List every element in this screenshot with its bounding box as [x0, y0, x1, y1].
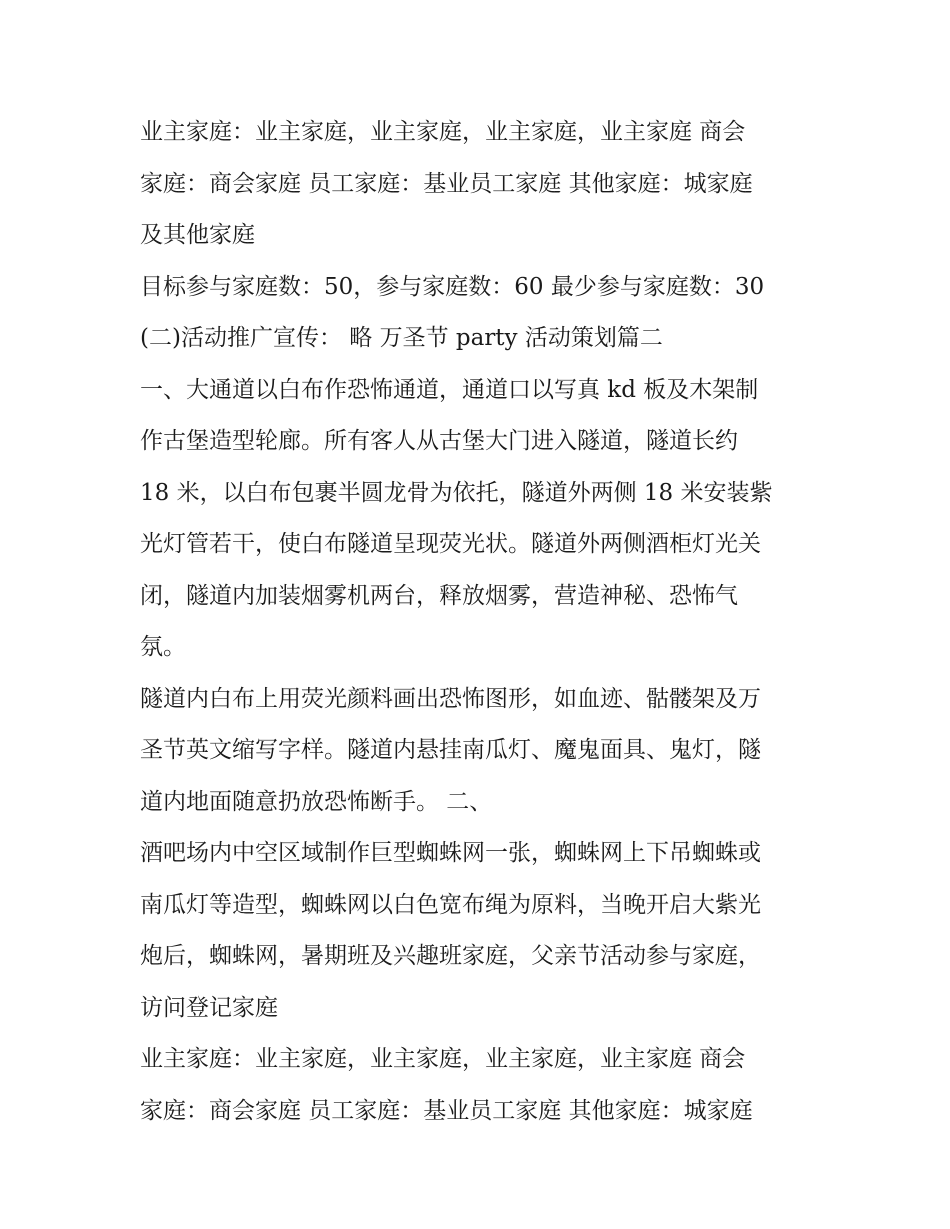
paragraph-spider-web: 酒吧场内中空区域制作巨型蜘蛛网一张，蜘蛛网上下吊蜘蛛或 南瓜灯等造型，蜘蛛网以白色宽布绳为原料，当晚开启大紫光 炮后，蜘蛛网，暑期班及兴趣班家庭，父亲节活动参与家庭， 访问登记家庭: [140, 840, 761, 1021]
document-body: [140, 107, 820, 1137]
paragraph-household-categories-repeat: 业主家庭：业主家庭，业主家庭，业主家庭，业主家庭 商会 家庭：商会家庭 员工家庭：基业员工家庭 其他家庭：城家庭: [140, 1046, 753, 1124]
paragraph-promotion-heading: (二)活动推广宣传： 略 万圣节 party 活动策划篇二: [140, 325, 663, 351]
paragraph-tunnel-decoration: 隧道内白布上用荧光颜料画出恐怖图形，如血迹、骷髅架及万 圣节英文缩写字样。隧道内悬挂南瓜灯、魔鬼面具、鬼灯，隧 道内地面随意扔放恐怖断手。 二、: [140, 685, 761, 815]
paragraph-target-household-counts: 目标参与家庭数：50，参与家庭数：60 最少参与家庭数：30: [140, 273, 765, 300]
paragraph-tunnel-setup: 一、大通道以白布作恐怖通道，通道口以写真 kd 板及木架制 作古堡造型轮廊。所有客人从古堡大门进入隧道，隧道长约 18 米，以白布包裹半圆龙骨为依托，隧道外两侧 18 米安装紫 光灯管若干，使白布隧道呈现荧光状。隧道外两侧酒柜灯光关 闭，隧道内加装烟雾机两台，释放烟雾，营造神秘、恐怖气 氛。: [140, 376, 773, 660]
paragraph-household-categories: 业主家庭：业主家庭，业主家庭，业主家庭，业主家庭 商会 家庭：商会家庭 员工家庭：基业员工家庭 其他家庭：城家庭 及其他家庭: [140, 119, 753, 248]
